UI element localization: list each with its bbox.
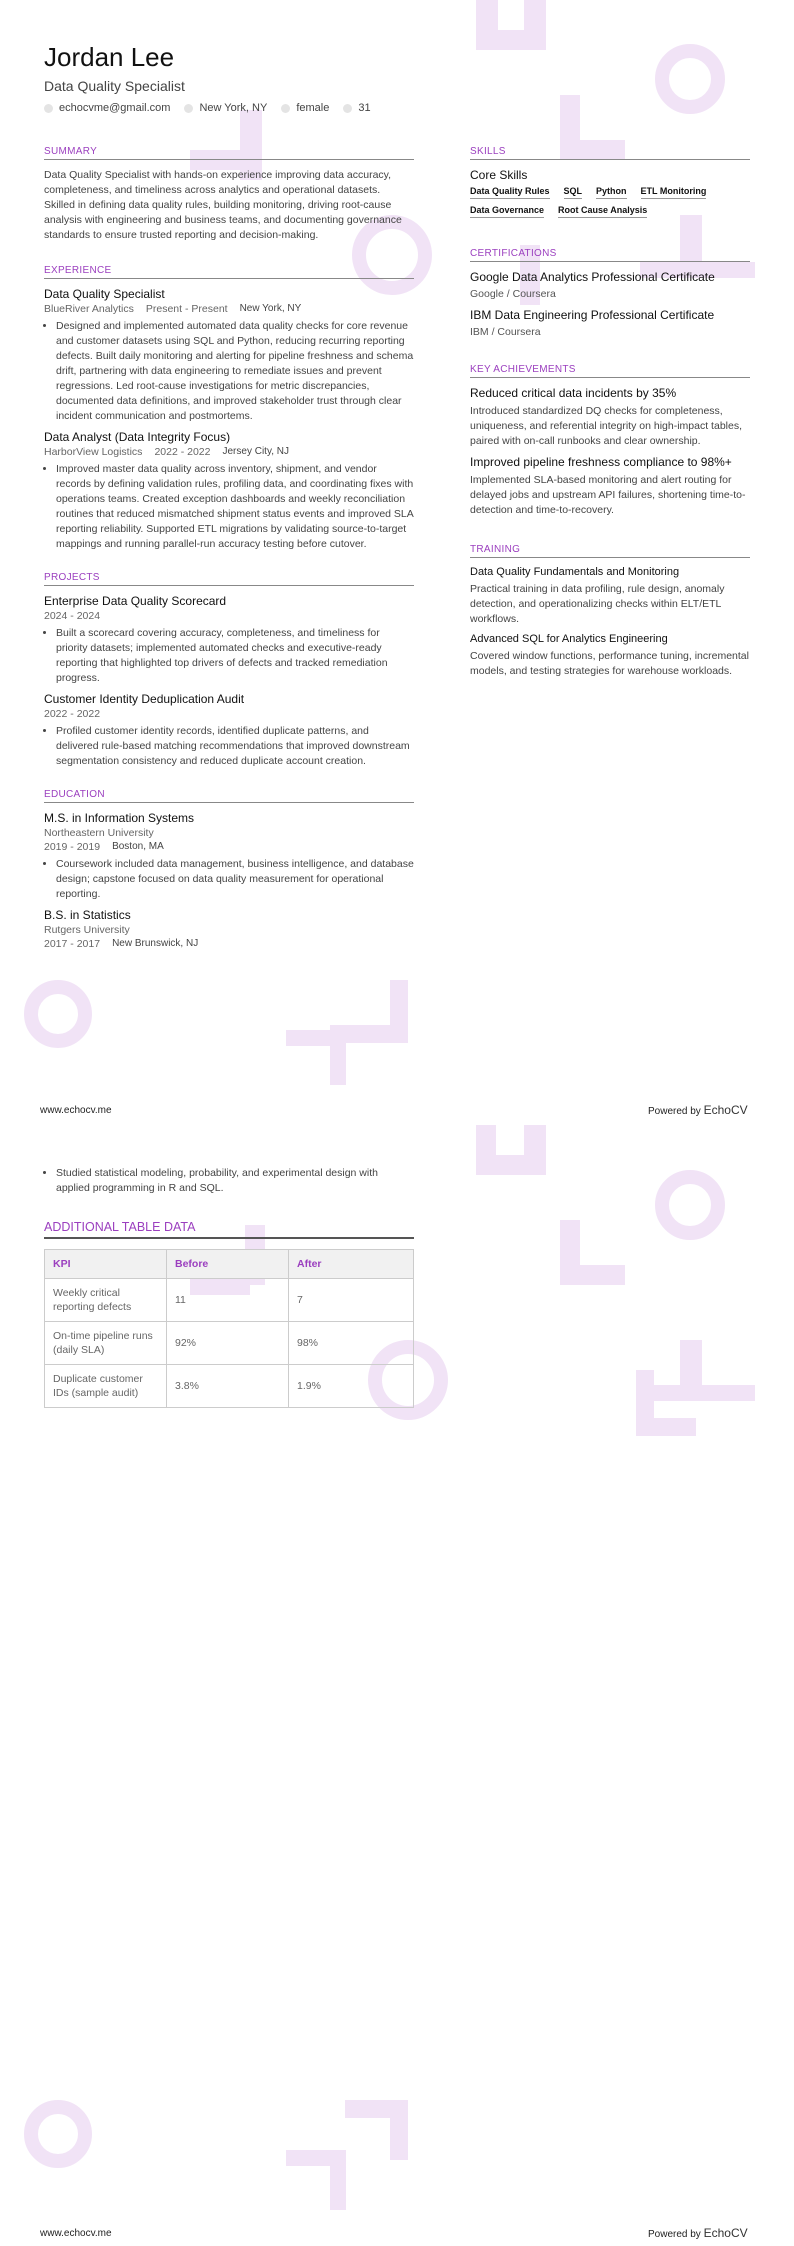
footer-powered: [648, 1103, 748, 1117]
right-column: [470, 146, 750, 679]
degree-title: B.S. in Statistics: [44, 908, 131, 922]
location-icon: [184, 104, 193, 113]
table-cell: 1.9%: [289, 1365, 414, 1408]
skills-section: [470, 146, 750, 218]
training-section: [470, 544, 750, 679]
training-heading: TRAINING: [470, 544, 750, 558]
skill-tags: [470, 186, 750, 218]
summary-section: [44, 146, 414, 243]
table-cell: Duplicate customer IDs (sample audit): [45, 1365, 167, 1408]
job-company: HarborView Logistics: [44, 446, 143, 458]
project-meta: [44, 610, 414, 622]
table-header-kpi: KPI: [45, 1250, 167, 1279]
project-dates: 2024 - 2024: [44, 610, 101, 622]
education-meta: [44, 938, 414, 950]
training-text: Practical training in data profiling, rule design, anomaly detection, and operationalizing checks within ELT/ETL workflows.: [470, 583, 725, 625]
education-bullet: • Coursework included data management, business intelligence, and database design; capstone focused on data quality measurement for operational reporting.: [56, 857, 414, 902]
kpi-table: [44, 1249, 414, 1408]
job-location: Jersey City, NJ: [222, 446, 289, 457]
training-title: Data Quality Fundamentals and Monitoring: [470, 566, 680, 578]
achievement-text: Implemented SLA-based monitoring and alert routing for delayed jobs and upstream API failures, shortening time-to-detection and time-to-recovery.: [470, 474, 746, 516]
training-text: Covered window functions, performance tuning, incremental models, and testing strategies for warehouse workloads.: [470, 650, 749, 677]
job-company: BlueRiver Analytics: [44, 303, 134, 315]
table-cell: 11: [167, 1279, 289, 1322]
age-text: 31: [358, 102, 371, 114]
job-bullet: • Designed and implemented automated data quality checks for core revenue and customer datasets using SQL and Python, reducing recurring reporting defects. Built daily monitoring and alerting for pipeline freshness and schema drift, partnering with data engineering to remediate issues and prevent regressions. Led root-cause investigations for metric discrepancies, documented data definitions, and improved stakeholder trust through clear incident communication and postmortems.: [56, 319, 414, 424]
school-name: Rutgers University: [44, 924, 130, 936]
skill-tag: Data Governance: [470, 205, 544, 218]
school-name: Northeastern University: [44, 827, 154, 839]
achievements-section: [470, 364, 750, 518]
education-location: Boston, MA: [112, 841, 164, 852]
summary-heading: SUMMARY: [44, 146, 414, 160]
table-header-row: [45, 1250, 414, 1279]
education-meta: [44, 841, 414, 853]
footer-site-link[interactable]: www.echocv.me: [40, 1105, 112, 1116]
skill-tag: ETL Monitoring: [641, 186, 707, 199]
project-title: Customer Identity Deduplication Audit: [44, 692, 245, 706]
education-dates: 2017 - 2017: [44, 938, 101, 950]
skills-group-title: Core Skills: [470, 168, 528, 182]
training-title: Advanced SQL for Analytics Engineering: [470, 633, 668, 645]
gender-item: [281, 102, 329, 114]
certification-name: Google Data Analytics Professional Certificate: [470, 270, 715, 284]
candidate-name: Jordan Lee: [44, 42, 175, 72]
left-column: [44, 146, 414, 954]
table-row: [45, 1279, 414, 1322]
school-name-row: [44, 924, 414, 936]
education-heading: EDUCATION: [44, 789, 414, 803]
achievement-title: Reduced critical data incidents by 35%: [470, 386, 677, 400]
table-cell: On-time pipeline runs (daily SLA): [45, 1322, 167, 1365]
table-cell: Weekly critical reporting defects: [45, 1279, 167, 1322]
contact-info: [44, 102, 371, 114]
job-title: Data Analyst (Data Integrity Focus): [44, 430, 231, 444]
experience-heading: EXPERIENCE: [44, 265, 414, 279]
summary-text: Data Quality Specialist with hands-on experience improving data accuracy, completeness, and timeliness across analytics and operational datasets. Skilled in defining data quality rules, building monitoring, driving root-cause analysis with engineering and business teams, and documenting governance standards to ensure trusted reporting and decision-making.: [44, 169, 402, 241]
calendar-icon: [343, 104, 352, 113]
skill-tag: Data Quality Rules: [470, 186, 550, 199]
education-dates: 2019 - 2019: [44, 841, 101, 853]
skill-tag: Root Cause Analysis: [558, 205, 647, 218]
footer-site-link[interactable]: www.echocv.me: [40, 2228, 112, 2239]
project-bullet: • Profiled customer identity records, identified duplicate patterns, and delivered rule-based matching recommendations that improved downstream segmentation consistency and reduced duplicate account creation.: [56, 724, 414, 769]
email-text: echocvme@gmail.com: [59, 102, 171, 114]
skills-heading: SKILLS: [470, 146, 750, 160]
powered-label: Powered by: [648, 1106, 701, 1117]
person-icon: [281, 104, 290, 113]
page-two-left-column: [44, 1164, 414, 1408]
footer-powered: [648, 2226, 748, 2240]
brand-logo: EchoCV: [703, 1103, 748, 1117]
school-name-row: [44, 827, 414, 839]
table-cell: 92%: [167, 1322, 289, 1365]
project-meta: [44, 708, 414, 720]
education-section: [44, 789, 414, 950]
table-row: [45, 1365, 414, 1408]
certification-name: IBM Data Engineering Professional Certificate: [470, 308, 715, 322]
table-row: [45, 1322, 414, 1365]
additional-table-section: [44, 1220, 414, 1408]
table-header-after: After: [289, 1250, 414, 1279]
email-icon: [44, 104, 53, 113]
degree-title: M.S. in Information Systems: [44, 811, 195, 825]
certification-issuer: IBM / Coursera: [470, 326, 541, 338]
location-text: New York, NY: [199, 102, 268, 114]
job-meta: [44, 303, 414, 315]
skill-tag: SQL: [564, 186, 583, 199]
education-location: New Brunswick, NJ: [112, 938, 199, 949]
project-dates: 2022 - 2022: [44, 708, 101, 720]
brand-logo: EchoCV: [703, 2226, 748, 2240]
achievements-heading: KEY ACHIEVEMENTS: [470, 364, 750, 378]
certification-issuer: Google / Coursera: [470, 288, 556, 300]
certifications-section: [470, 248, 750, 338]
age-item: [343, 102, 370, 114]
email-item: [44, 102, 170, 114]
table-header-before: Before: [167, 1250, 289, 1279]
location-item: [184, 102, 267, 114]
projects-heading: PROJECTS: [44, 572, 414, 586]
project-bullet: • Built a scorecard covering accuracy, completeness, and timeliness for priority datasets; implemented automated checks and executive-ready reporting that highlighted top drivers of defects and tracked remediation progress.: [56, 626, 414, 686]
table-cell: 7: [289, 1279, 414, 1322]
project-title: Enterprise Data Quality Scorecard: [44, 594, 227, 608]
table-cell: 3.8%: [167, 1365, 289, 1408]
education-bullet: • Studied statistical modeling, probability, and experimental design with applied programming in R and SQL.: [56, 1166, 414, 1196]
skill-tag: Python: [596, 186, 627, 199]
candidate-title: Data Quality Specialist: [44, 78, 185, 94]
job-bullet: • Improved master data quality across inventory, shipment, and vendor records by defining validation rules, profiling data, and coordinating fixes with operations teams. Created exception dashboards and weekly reconciliation routines that reduced mismatched shipment status events and improved SLA reporting reliability. Supported ETL migrations by validating source-to-target mappings and running parallel-run accuracy testing before cutover.: [56, 462, 414, 552]
job-dates: 2022 - 2022: [154, 446, 211, 458]
achievement-text: Introduced standardized DQ checks for completeness, uniqueness, and referential integrity on high-impact tables, paired with on-call runbooks and clear ownership.: [470, 405, 742, 447]
achievement-title: Improved pipeline freshness compliance to 98%+: [470, 455, 732, 469]
additional-table-heading: ADDITIONAL TABLE DATA: [44, 1220, 414, 1239]
experience-section: [44, 265, 414, 552]
job-meta: [44, 446, 414, 458]
powered-label: Powered by: [648, 2229, 701, 2240]
job-location: New York, NY: [239, 303, 302, 314]
job-dates: Present - Present: [145, 303, 228, 315]
gender-text: female: [296, 102, 330, 114]
table-cell: 98%: [289, 1322, 414, 1365]
certifications-heading: CERTIFICATIONS: [470, 248, 750, 262]
projects-section: [44, 572, 414, 769]
job-title: Data Quality Specialist: [44, 287, 165, 301]
